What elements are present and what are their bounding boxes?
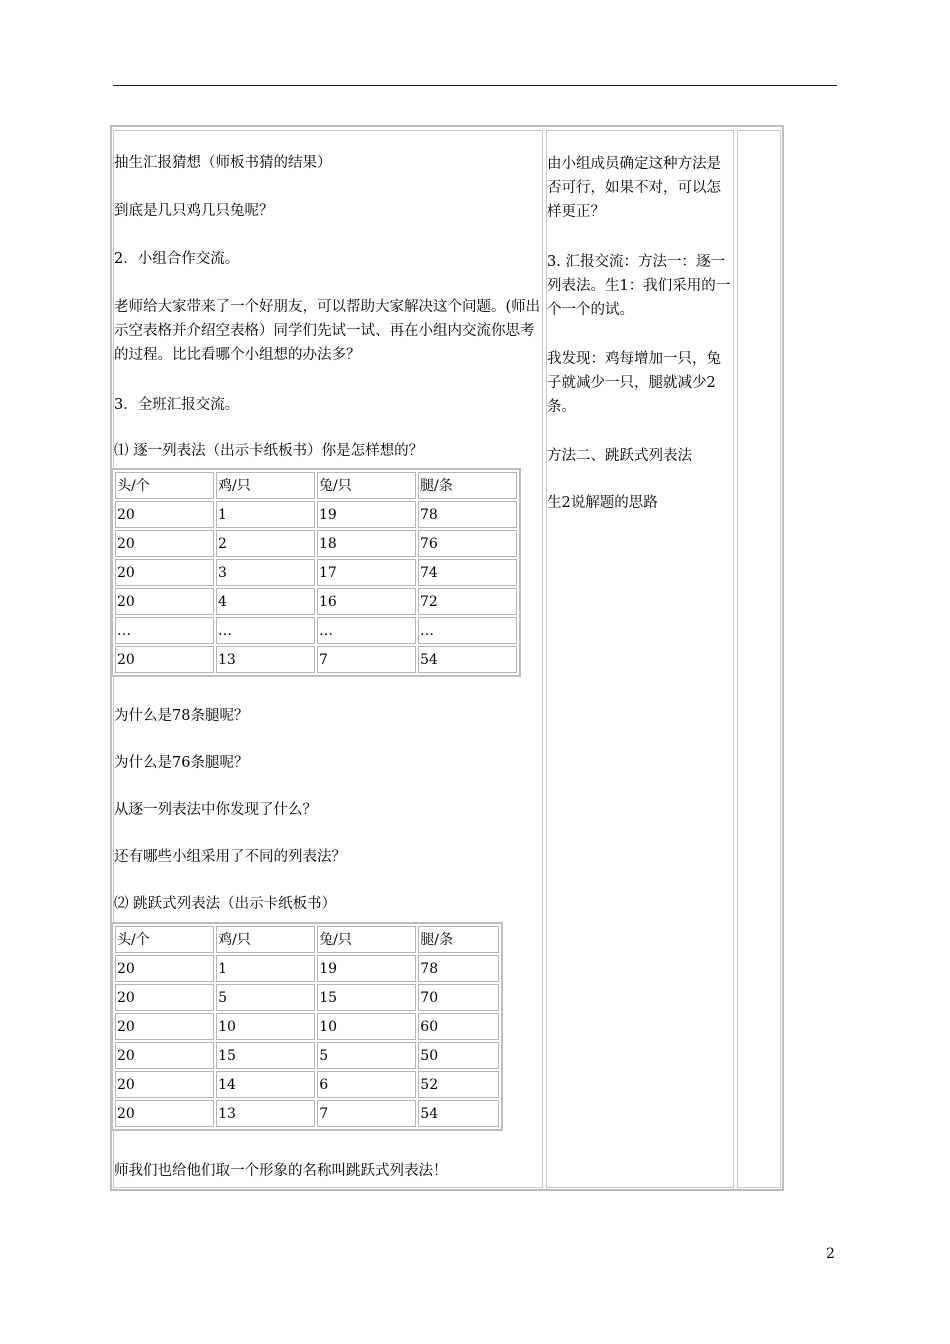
table-cell: 10 (216, 1013, 315, 1040)
table-cell: 1 (216, 955, 315, 982)
table-cell: 2 (216, 530, 315, 557)
table-cell: 20 (115, 501, 214, 528)
table-cell: 17 (317, 559, 416, 586)
header-cell: 兔/只 (317, 472, 416, 499)
table-row (115, 1013, 499, 1040)
paragraph: 3．全班汇报交流。 (114, 397, 240, 413)
table-row (115, 1042, 499, 1069)
notes-column (737, 130, 781, 1188)
table-cell: … (216, 617, 315, 644)
table-row (115, 559, 517, 586)
header-cell: 鸡/只 (216, 926, 315, 953)
table-cell: 5 (317, 1042, 416, 1069)
table-row (115, 955, 499, 982)
header-rule (113, 85, 837, 86)
header-cell: 腿/条 (418, 926, 499, 953)
table-cell: 20 (115, 530, 214, 557)
table-cell: … (115, 617, 214, 644)
page-number: 2 (826, 1246, 835, 1262)
table-cell: 20 (115, 955, 214, 982)
table-cell: 20 (115, 1013, 214, 1040)
student-note: 我发现：鸡每增加一只，兔子就减少一只，腿就减少2条。 (547, 351, 721, 415)
table-row (115, 588, 517, 615)
header-cell: 头/个 (115, 472, 214, 499)
table-row (115, 646, 517, 673)
table-cell: 20 (115, 588, 214, 615)
header-cell: 腿/条 (418, 472, 517, 499)
student-note: 方法二、跳跃式列表法 (547, 448, 692, 464)
table-cell: 70 (418, 984, 499, 1011)
table-cell: 1 (216, 501, 315, 528)
header-cell: 头/个 (115, 926, 214, 953)
table-cell: 6 (317, 1071, 416, 1098)
paragraph: 老师给大家带来了一个好朋友，可以帮助大家解决这个问题。(师出示空表格并介绍空表格）同学们先试一试、再在小组内交流你思考的过程。比比看哪个小组想的办法多？ (114, 299, 541, 363)
table-cell: … (418, 617, 517, 644)
table-cell: 20 (115, 1071, 214, 1098)
table-cell: 76 (418, 530, 517, 557)
table-cell: 5 (216, 984, 315, 1011)
table-cell: 15 (216, 1042, 315, 1069)
table-header-row (115, 472, 517, 499)
paragraph: ⑴ 逐一列表法（出示卡纸板书）你是怎样想的？ (114, 443, 424, 459)
table-cell: 4 (216, 588, 315, 615)
table-cell: 54 (418, 1100, 499, 1127)
table-cell: 74 (418, 559, 517, 586)
header-cell: 兔/只 (317, 926, 416, 953)
student-note: 由小组成员确定这种方法是否可行，如果不对，可以怎样更正？ (547, 156, 721, 220)
paragraph: 2．小组合作交流。 (114, 251, 240, 267)
table-cell: 19 (317, 955, 416, 982)
question: 为什么是76条腿呢？ (114, 755, 249, 771)
table-cell: 20 (115, 1042, 214, 1069)
table-cell: 19 (317, 501, 416, 528)
paragraph: 抽生汇报猜想（师板书猜的结果） (114, 155, 332, 171)
question: 为什么是78条腿呢？ (114, 708, 249, 724)
table-row (115, 530, 517, 557)
table-cell: 16 (317, 588, 416, 615)
table-cell: 20 (115, 1100, 214, 1127)
table-row (115, 1071, 499, 1098)
paragraph: ⑵ 跳跃式列表法（出示卡纸板书） (114, 896, 337, 912)
question: 从逐一列表法中你发现了什么？ (114, 802, 317, 818)
table-cell: 18 (317, 530, 416, 557)
enumeration-table-1 (111, 468, 521, 677)
paragraph: 到底是几只鸡几只兔呢？ (114, 203, 274, 219)
table-cell: 14 (216, 1071, 315, 1098)
table-cell: 13 (216, 1100, 315, 1127)
table-cell: 13 (216, 646, 315, 673)
table-cell: 20 (115, 559, 214, 586)
table-cell: 78 (418, 501, 517, 528)
table-cell: 3 (216, 559, 315, 586)
table-row (115, 617, 517, 644)
table-row (115, 984, 499, 1011)
table-header-row (115, 926, 499, 953)
header-cell: 鸡/只 (216, 472, 315, 499)
table-cell: 78 (418, 955, 499, 982)
table-cell: 10 (317, 1013, 416, 1040)
table-cell: 54 (418, 646, 517, 673)
question: 还有哪些小组采用了不同的列表法？ (114, 849, 346, 865)
table-row (115, 1100, 499, 1127)
table-row (115, 501, 517, 528)
enumeration-table-2 (111, 922, 503, 1131)
table-cell: 60 (418, 1013, 499, 1040)
table-cell: 20 (115, 646, 214, 673)
table-cell: 15 (317, 984, 416, 1011)
table-cell: 20 (115, 984, 214, 1011)
table-cell: 7 (317, 646, 416, 673)
student-note: 生2说解题的思路 (547, 495, 658, 511)
table-cell: … (317, 617, 416, 644)
student-note: 3. 汇报交流：方法一：逐一列表法。生1：我们采用的一个一个的试。 (547, 254, 731, 318)
paragraph: 师我们也给他们取一个形象的名称叫跳跃式列表法！ (114, 1163, 448, 1179)
table-cell: 72 (418, 588, 517, 615)
table-cell: 7 (317, 1100, 416, 1127)
table-cell: 52 (418, 1071, 499, 1098)
table-cell: 50 (418, 1042, 499, 1069)
